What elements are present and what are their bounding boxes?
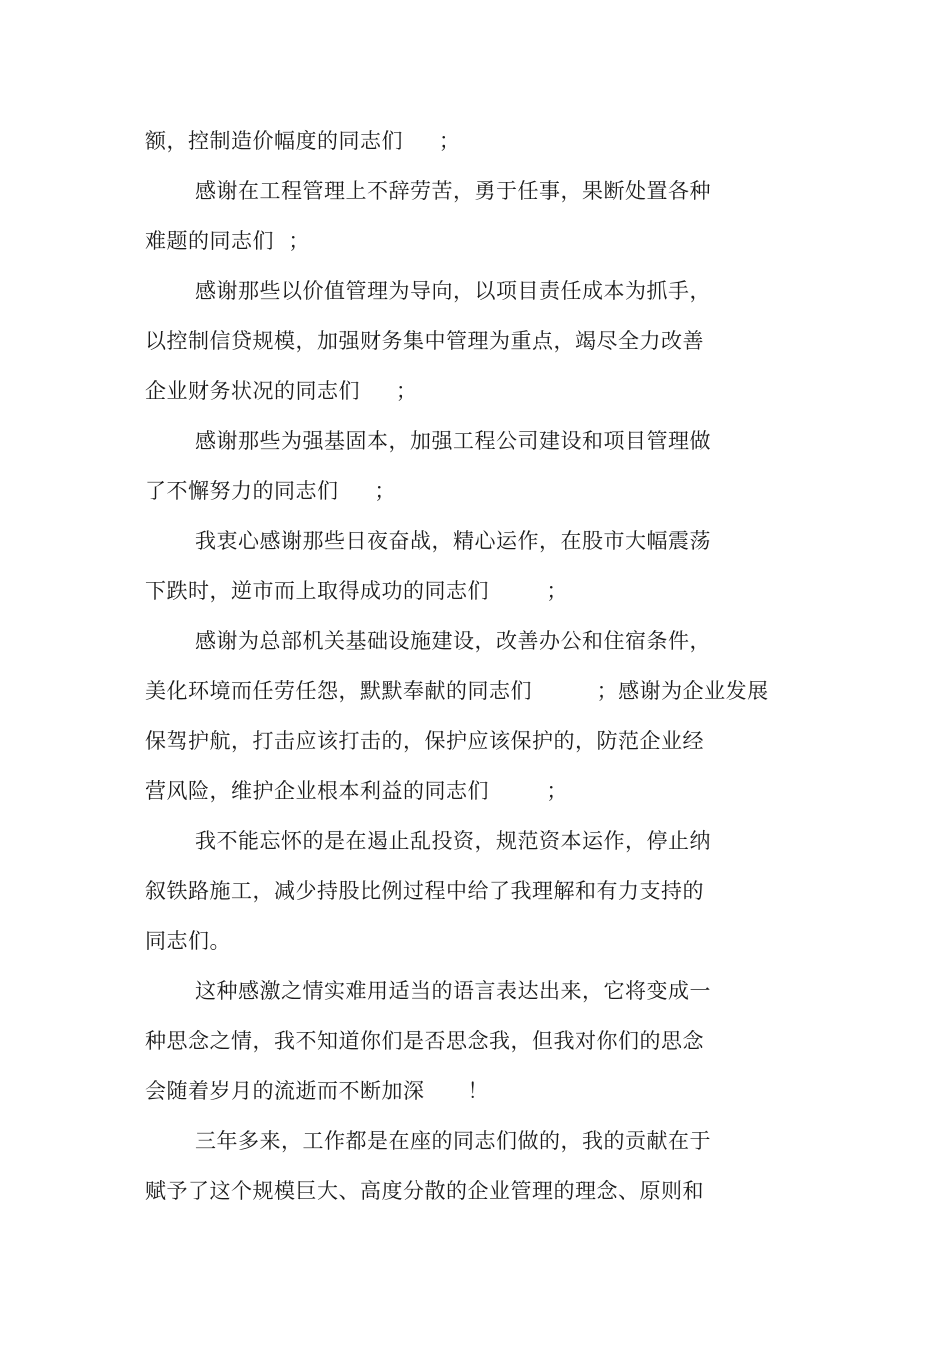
text-line: 感谢在工程管理上不辞劳苦，勇于任事，果断处置各种 — [195, 179, 711, 203]
text-line: 我不能忘怀的是在遏止乱投资，规范资本运作，停止纳 — [195, 829, 711, 853]
text-line: 难题的同志们 ； — [145, 229, 310, 253]
text-line: 以控制信贷规模，加强财务集中管理为重点，竭尽全力改善 — [145, 329, 704, 353]
text-line: 三年多来，工作都是在座的同志们做的，我的贡献在于 — [195, 1129, 711, 1153]
text-line: 感谢为总部机关基础设施建设，改善办公和住宿条件， — [195, 629, 711, 653]
text-line: 我衷心感谢那些日夜奋战，精心运作，在股市大幅震荡 — [195, 529, 711, 553]
text-line: 感谢那些为强基固本，加强工程公司建设和项目管理做 — [195, 429, 711, 453]
text-line: 赋予了这个规模巨大、高度分散的企业管理的理念、原则和 — [145, 1179, 704, 1203]
text-line: 保驾护航，打击应该打击的，保护应该保护的，防范企业经 — [145, 729, 704, 753]
text-line: 同志们。 — [145, 929, 231, 953]
text-line: 营风险，维护企业根本利益的同志们 ； — [145, 779, 568, 803]
text-line: 种思念之情，我不知道你们是否思念我，但我对你们的思念 — [145, 1029, 704, 1053]
text-line: 美化环境而任劳任怨，默默奉献的同志们 ；感谢为企业发展 — [145, 679, 769, 703]
text-line: 企业财务状况的同志们 ； — [145, 379, 418, 403]
text-line: 叙铁路施工，减少持股比例过程中给了我理解和有力支持的 — [145, 879, 704, 903]
text-line: 这种感激之情实难用适当的语言表达出来，它将变成一 — [195, 979, 711, 1003]
text-line: 额，控制造价幅度的同志们 ； — [145, 129, 461, 153]
text-line: 了不懈努力的同志们 ； — [145, 479, 396, 503]
text-line: 会随着岁月的流逝而不断加深 ！ — [145, 1079, 490, 1103]
text-line: 感谢那些以价值管理为导向，以项目责任成本为抓手， — [195, 279, 711, 303]
text-line: 下跌时，逆市而上取得成功的同志们 ； — [145, 579, 568, 603]
